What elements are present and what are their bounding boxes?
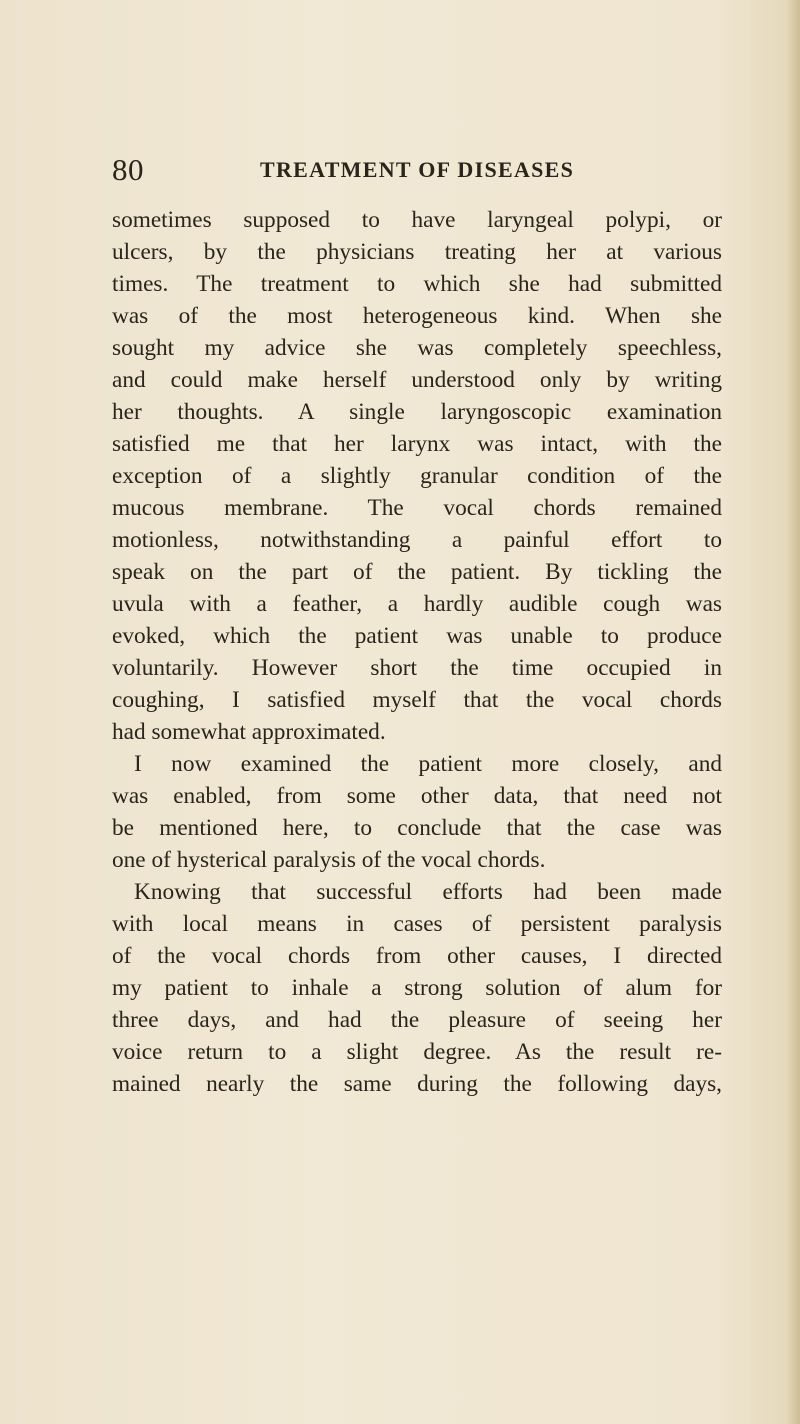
text-line: had somewhat approximated. [112,719,386,745]
text-line: her thoughts. A single laryngoscopic examination [112,399,722,425]
text-line: times. The treatment to which she had submitted [112,271,722,297]
text-line: voluntarily. However short the time occupied in [112,655,722,681]
text-line: satisfied me that her larynx was intact, with the [112,431,722,457]
paragraph-start-line: I now examined the patient more closely, and [134,751,722,777]
text-line: was enabled, from some other data, that need not [112,783,722,809]
page-number: 80 [112,152,144,187]
text-line: mucous membrane. The vocal chords remained [112,495,722,521]
text-line: sometimes supposed to have laryngeal polypi, or [112,207,722,233]
text-line: evoked, which the patient was unable to produce [112,623,722,649]
text-line: coughing, I satisfied myself that the vocal chords [112,687,722,713]
text-line: sought my advice she was completely speechless, [112,335,722,361]
text-line: exception of a slightly granular condition of the [112,463,722,489]
page-edge-shadow [786,0,800,1424]
body-text [112,204,722,1100]
text-line: and could make herself understood only by writing [112,367,722,393]
text-line: with local means in cases of persistent paralysis [112,911,722,937]
text-line: mained nearly the same during the following days, [112,1071,722,1097]
text-line: ulcers, by the physicians treating her at various [112,239,722,265]
text-line: three days, and had the pleasure of seeing her [112,1007,722,1033]
text-line: motionless, notwithstanding a painful effort to [112,527,722,553]
text-line: speak on the part of the patient. By tickling the [112,559,722,585]
page-header [112,150,722,190]
text-line: my patient to inhale a strong solution of alum for [112,975,722,1001]
text-line: of the vocal chords from other causes, I directed [112,943,722,969]
running-title: TREATMENT OF DISEASES [260,157,575,182]
text-line: one of hysterical paralysis of the vocal chords. [112,847,546,873]
text-line: voice return to a slight degree. As the result re- [112,1039,722,1065]
paragraph-start-line: Knowing that successful efforts had been made [134,879,722,905]
text-line: be mentioned here, to conclude that the case was [112,815,722,841]
text-line: uvula with a feather, a hardly audible cough was [112,591,722,617]
text-line: was of the most heterogeneous kind. When she [112,303,722,329]
